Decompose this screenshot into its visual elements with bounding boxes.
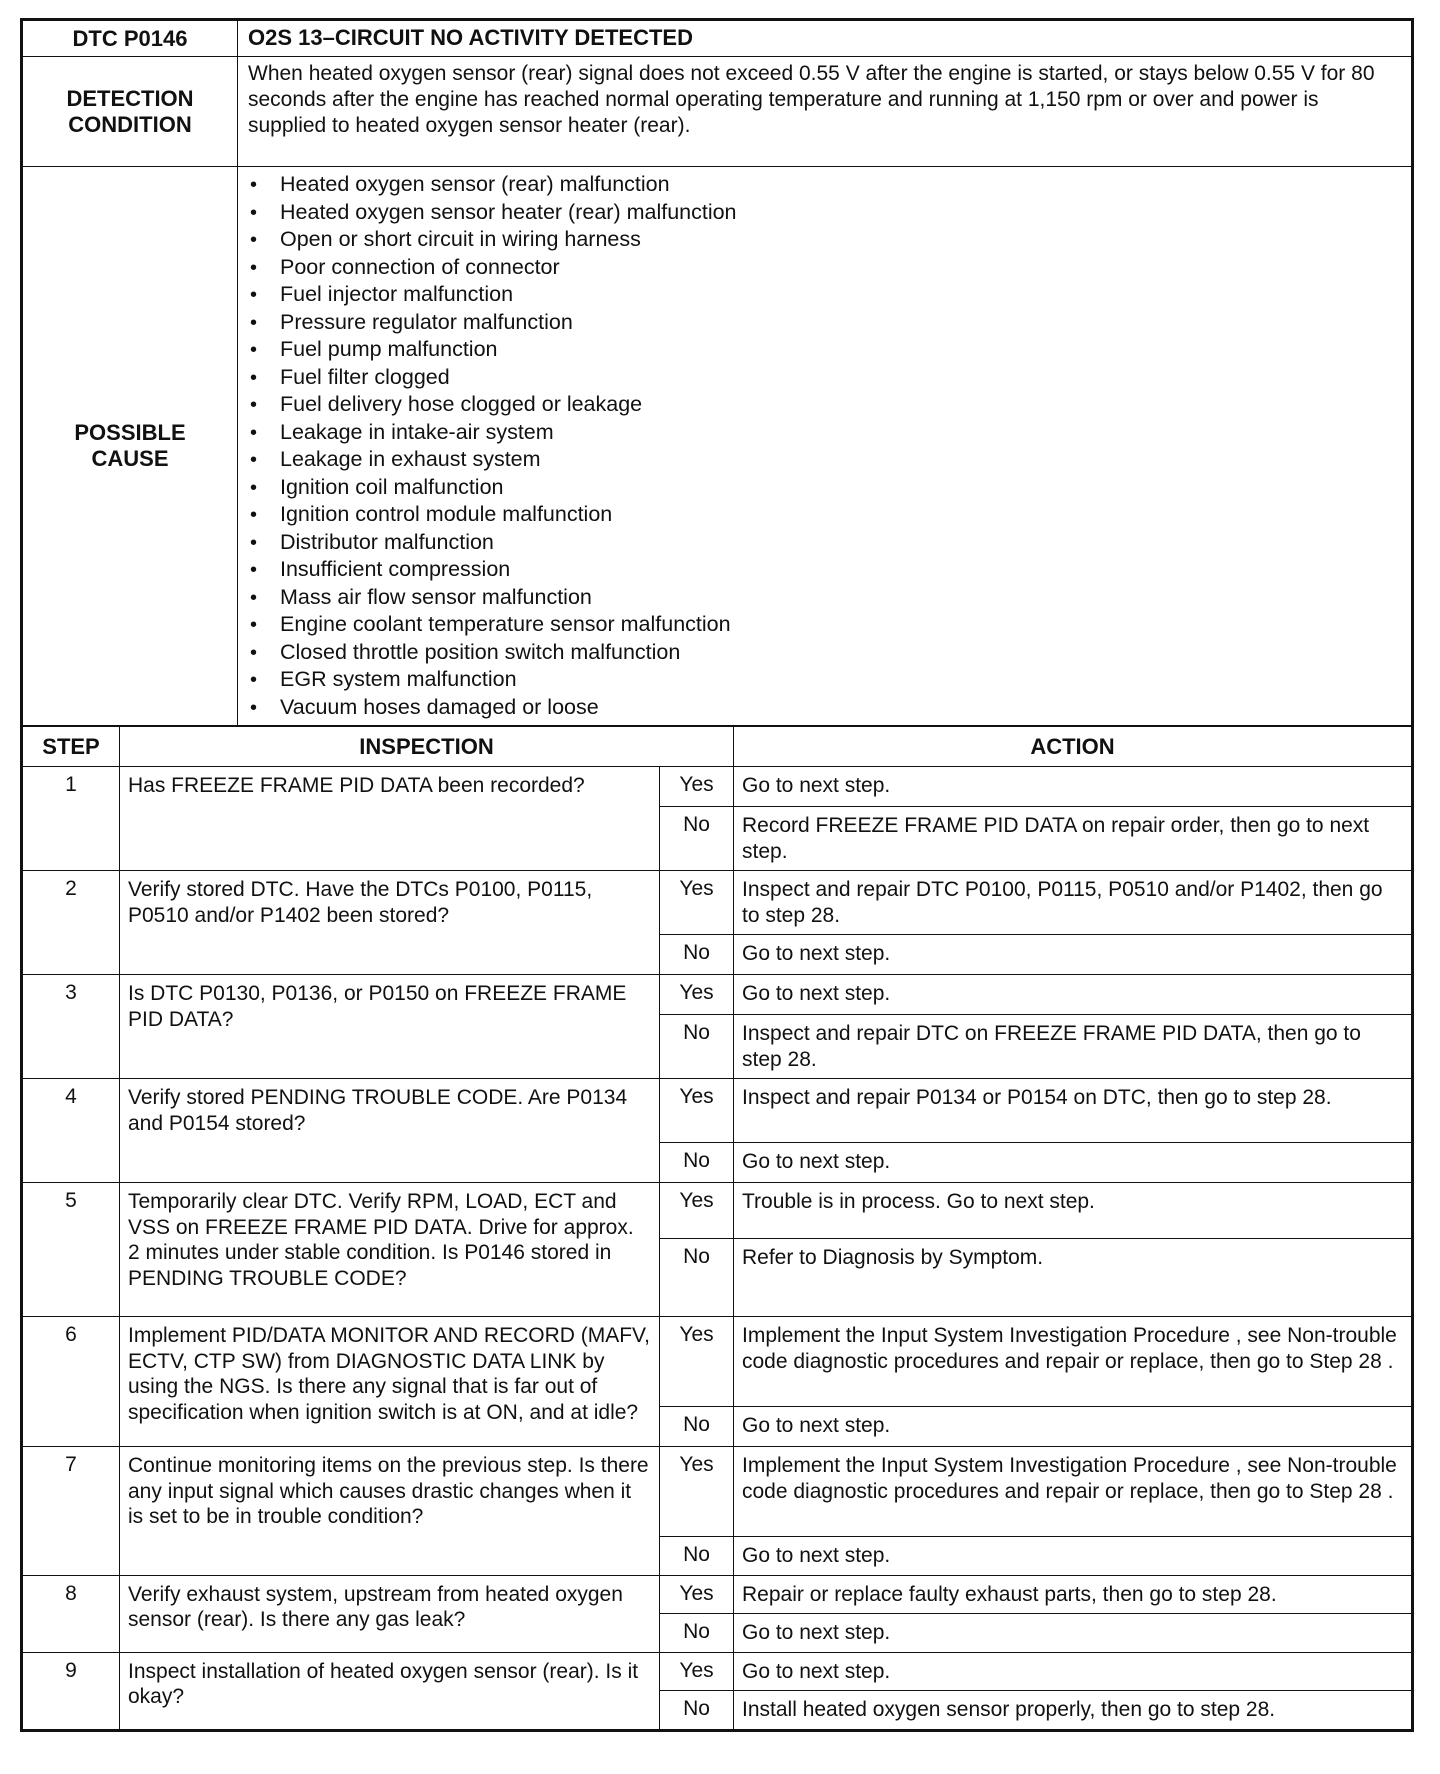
no-label: No xyxy=(660,1239,734,1317)
no-action: Install heated oxygen sensor properly, then go to step 28. xyxy=(734,1691,1412,1730)
step-row xyxy=(23,871,1412,935)
no-label: No xyxy=(660,1407,734,1447)
step-number: 6 xyxy=(23,1317,120,1447)
yes-action: Inspect and repair P0134 or P0154 on DTC, then go to step 28. xyxy=(734,1079,1412,1143)
no-action: Go to next step. xyxy=(734,935,1412,975)
step-inspection: Implement PID/DATA MONITOR AND RECORD (MAFV, ECTV, CTP SW) from DIAGNOSTIC DATA LINK by using the NGS. Is there any signal that is far out of specification when ignition switch is at ON, and at idle? xyxy=(120,1317,660,1447)
no-label: No xyxy=(660,1015,734,1079)
step-number: 8 xyxy=(23,1575,120,1652)
yes-label: Yes xyxy=(660,871,734,935)
no-action: Go to next step. xyxy=(734,1537,1412,1576)
cause-item: • Ignition coil malfunction xyxy=(250,474,1411,502)
possible-cause-list xyxy=(238,167,1411,725)
yes-action: Go to next step. xyxy=(734,975,1412,1015)
yes-label: Yes xyxy=(660,975,734,1015)
step-number: 5 xyxy=(23,1183,120,1317)
no-label: No xyxy=(660,807,734,871)
cause-item: • EGR system malfunction xyxy=(250,666,1411,694)
cause-item: • Poor connection of connector xyxy=(250,254,1411,282)
yes-action: Implement the Input System Investigation Procedure , see Non-trouble code diagnostic procedures and repair or replace, then go to Step 28 . xyxy=(734,1447,1412,1537)
cause-item: • Fuel delivery hose clogged or leakage xyxy=(250,391,1411,419)
cause-item: • Insufficient compression xyxy=(250,556,1411,584)
no-action: Go to next step. xyxy=(734,1143,1412,1183)
possible-cause-list-cell xyxy=(238,167,1412,726)
step-number: 4 xyxy=(23,1079,120,1183)
step-row xyxy=(23,1447,1412,1537)
no-action: Go to next step. xyxy=(734,1407,1412,1447)
step-inspection: Verify stored PENDING TROUBLE CODE. Are P0134 and P0154 stored? xyxy=(120,1079,660,1183)
dtc-title: O2S 13–CIRCUIT NO ACTIVITY DETECTED xyxy=(238,21,1412,57)
inspection-column-header: INSPECTION xyxy=(120,727,734,767)
detection-condition-text: When heated oxygen sensor (rear) signal does not exceed 0.55 V after the engine is started, or stays below 0.55 V for 80 seconds after the engine has reached normal operating temperature and running at 1,150 rpm or over and power is supplied to heated oxygen sensor heater (rear). xyxy=(238,57,1412,167)
diagnostic-sheet xyxy=(20,18,1414,1732)
no-action: Record FREEZE FRAME PID DATA on repair order, then go to next step. xyxy=(734,807,1412,871)
steps-table xyxy=(22,726,1412,1730)
cause-item: • Heated oxygen sensor heater (rear) malfunction xyxy=(250,199,1411,227)
possible-cause-label xyxy=(23,167,238,726)
cause-item: • Fuel pump malfunction xyxy=(250,336,1411,364)
cause-item: • Distributor malfunction xyxy=(250,529,1411,557)
yes-label: Yes xyxy=(660,1447,734,1537)
cause-label-line2: CAUSE xyxy=(91,446,169,471)
step-row xyxy=(23,1079,1412,1143)
step-inspection: Is DTC P0130, P0136, or P0150 on FREEZE FRAME PID DATA? xyxy=(120,975,660,1079)
no-action: Refer to Diagnosis by Symptom. xyxy=(734,1239,1412,1317)
cause-item: • Open or short circuit in wiring harness xyxy=(250,226,1411,254)
cause-item: • Closed throttle position switch malfunction xyxy=(250,639,1411,667)
yes-action: Implement the Input System Investigation Procedure , see Non-trouble code diagnostic procedures and repair or replace, then go to Step 28 . xyxy=(734,1317,1412,1407)
cause-item: • Leakage in intake-air system xyxy=(250,419,1411,447)
yes-action: Go to next step. xyxy=(734,767,1412,807)
step-number: 9 xyxy=(23,1652,120,1729)
no-action: Inspect and repair DTC on FREEZE FRAME PID DATA, then go to step 28. xyxy=(734,1015,1412,1079)
no-label: No xyxy=(660,1537,734,1576)
step-inspection: Inspect installation of heated oxygen sensor (rear). Is it okay? xyxy=(120,1652,660,1729)
header-table xyxy=(22,20,1412,726)
no-label: No xyxy=(660,935,734,975)
detection-label-line2: CONDITION xyxy=(68,111,192,137)
cause-item: • Engine coolant temperature sensor malfunction xyxy=(250,611,1411,639)
cause-item: • Fuel filter clogged xyxy=(250,364,1411,392)
dtc-code: DTC P0146 xyxy=(23,21,238,57)
detection-label-line1: DETECTION xyxy=(66,85,194,111)
yes-label: Yes xyxy=(660,767,734,807)
step-row xyxy=(23,1183,1412,1239)
step-row xyxy=(23,975,1412,1015)
cause-item: • Leakage in exhaust system xyxy=(250,446,1411,474)
step-inspection: Continue monitoring items on the previous step. Is there any input signal which causes drastic changes when it is set to be in trouble condition? xyxy=(120,1447,660,1576)
yes-label: Yes xyxy=(660,1652,734,1691)
step-row xyxy=(23,1317,1412,1407)
cause-label-line1: POSSIBLE xyxy=(74,420,186,445)
cause-item: • Vacuum hoses damaged or loose xyxy=(250,694,1411,722)
no-label: No xyxy=(660,1143,734,1183)
no-label: No xyxy=(660,1614,734,1653)
step-inspection: Verify exhaust system, upstream from heated oxygen sensor (rear). Is there any gas leak? xyxy=(120,1575,660,1652)
yes-label: Yes xyxy=(660,1317,734,1407)
cause-item: • Heated oxygen sensor (rear) malfunction xyxy=(250,171,1411,199)
step-number: 2 xyxy=(23,871,120,975)
yes-label: Yes xyxy=(660,1575,734,1614)
step-inspection: Temporarily clear DTC. Verify RPM, LOAD, ECT and VSS on FREEZE FRAME PID DATA. Drive for approx. 2 minutes under stable condition. Is P0146 stored in PENDING TROUBLE CODE? xyxy=(120,1183,660,1317)
step-inspection: Has FREEZE FRAME PID DATA been recorded? xyxy=(120,767,660,871)
step-number: 3 xyxy=(23,975,120,1079)
yes-action: Repair or replace faulty exhaust parts, then go to step 28. xyxy=(734,1575,1412,1614)
no-label: No xyxy=(660,1691,734,1730)
cause-item: • Fuel injector malfunction xyxy=(250,281,1411,309)
step-number: 1 xyxy=(23,767,120,871)
step-row xyxy=(23,767,1412,807)
no-action: Go to next step. xyxy=(734,1614,1412,1653)
action-column-header: ACTION xyxy=(734,727,1412,767)
cause-item: • Mass air flow sensor malfunction xyxy=(250,584,1411,612)
step-row xyxy=(23,1575,1412,1614)
yes-action: Trouble is in process. Go to next step. xyxy=(734,1183,1412,1239)
detection-condition-label xyxy=(23,57,238,167)
cause-item: • Ignition control module malfunction xyxy=(250,501,1411,529)
cause-item: • Pressure regulator malfunction xyxy=(250,309,1411,337)
yes-label: Yes xyxy=(660,1079,734,1143)
step-inspection: Verify stored DTC. Have the DTCs P0100, P0115, P0510 and/or P1402 been stored? xyxy=(120,871,660,975)
step-number: 7 xyxy=(23,1447,120,1576)
step-column-header: STEP xyxy=(23,727,120,767)
steps-header-row xyxy=(23,727,1412,767)
yes-action: Go to next step. xyxy=(734,1652,1412,1691)
yes-action: Inspect and repair DTC P0100, P0115, P0510 and/or P1402, then go to step 28. xyxy=(734,871,1412,935)
step-row xyxy=(23,1652,1412,1691)
yes-label: Yes xyxy=(660,1183,734,1239)
